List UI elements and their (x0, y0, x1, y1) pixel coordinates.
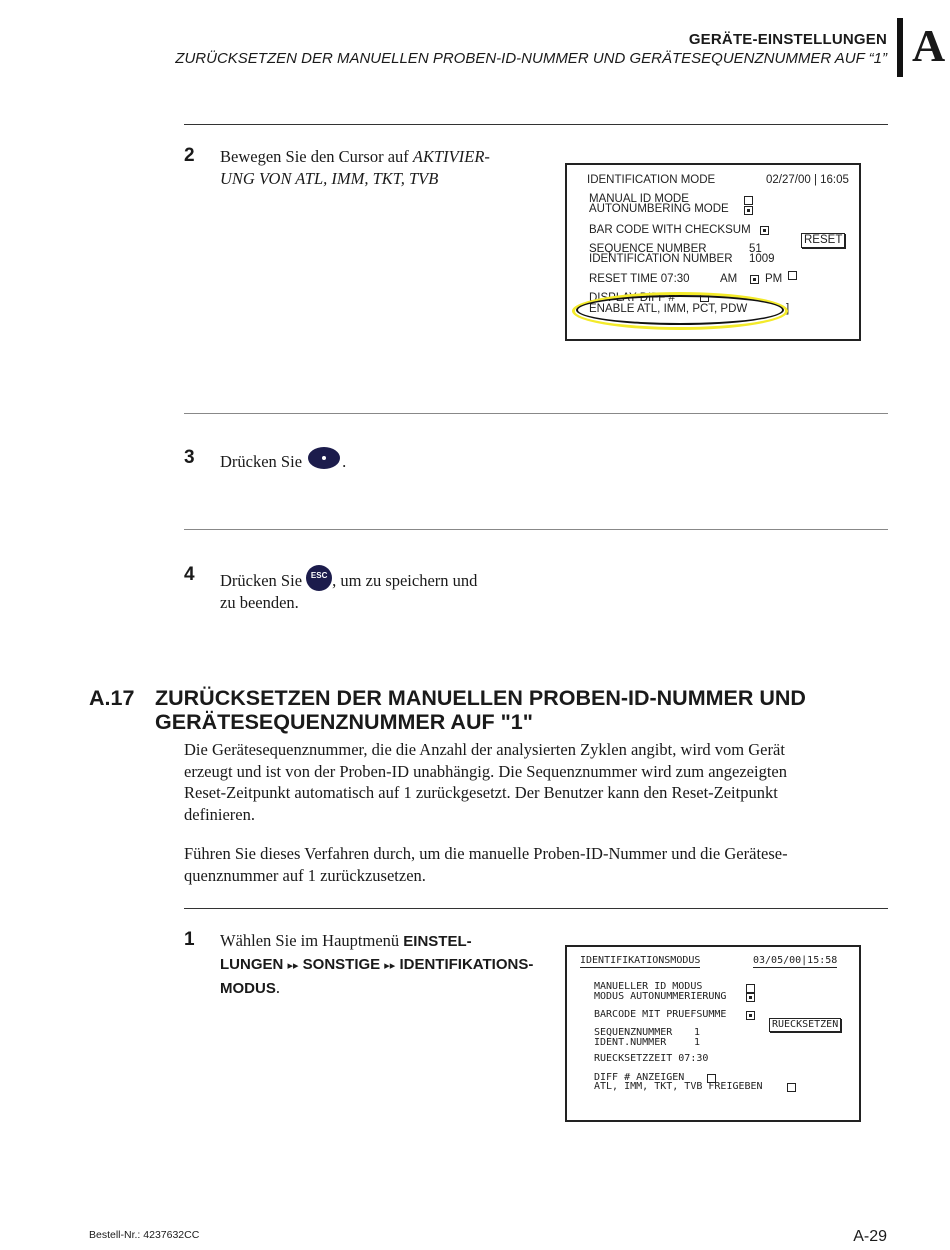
divider (184, 124, 888, 125)
paragraph-line: erzeugt und ist von der Proben-ID unabhängig. Die Sequenznummer wird zum angezeigten (184, 761, 787, 781)
step-text-plain: . (275, 978, 280, 997)
screen-datetime: 03/05/00|15:58 (753, 955, 838, 966)
step-text-plain: Wählen Sie im Hauptmenü (220, 931, 404, 950)
barcode-label: BARCODE MIT PRUEFSUMME (594, 1009, 727, 1020)
step-text-plain: Drücken Sie (220, 452, 303, 471)
highlight-ring-inner (576, 292, 784, 325)
paragraph-line: Reset-Zeitpunkt automatisch auf 1 zurückgesetzt. Der Benutzer kann den Reset-Zeitpunkt (184, 783, 778, 802)
step-text-plain: Bewegen Sie den Cursor auf (220, 147, 413, 166)
bracket: ] (786, 303, 790, 315)
enable-parameters-label: ATL, IMM, TKT, TVB FREIGEBEN (594, 1081, 763, 1092)
step-text-italic: AKTIVIER- (412, 147, 490, 166)
section-paragraph (184, 739, 884, 825)
header-title: GERÄTE-EINSTELLUNGEN (688, 31, 887, 48)
step-number: 4 (184, 564, 195, 585)
enable-parameters-checkbox[interactable] (787, 1083, 796, 1095)
step-text (220, 565, 477, 613)
sequence-number-value: 1 (694, 1027, 701, 1038)
autonumbering-mode-label: AUTONUMBERING MODE (589, 203, 729, 215)
identifikationsmodus-screen (565, 945, 861, 1122)
display-diff-label: DISPLAY DIFF # (589, 292, 675, 304)
pm-label: PM (765, 273, 783, 285)
am-label: AM (720, 273, 738, 285)
manual-id-mode-label: MANUAL ID MODE (589, 193, 689, 205)
diff-display-label: DIFF # ANZEIGEN (594, 1072, 685, 1083)
order-number: Bestell-Nr.: 4237632CC (89, 1229, 200, 1241)
auto-mode-checkbox[interactable] (746, 993, 755, 1005)
step-text-plain: zu beenden. (220, 592, 299, 612)
menu-path-item: LUNGEN (220, 955, 284, 973)
sequence-number-label: SEQUENZNUMMER (594, 1027, 673, 1038)
step-text (220, 930, 533, 1000)
divider (184, 529, 888, 530)
step-text (220, 447, 346, 473)
reset-time-label: RUECKSETZZEIT 07:30 (594, 1053, 709, 1064)
divider (184, 908, 888, 909)
screen-title: IDENTIFICATION MODE (587, 174, 716, 186)
chapter-letter: A (912, 20, 946, 71)
ident-number-value: 1 (694, 1037, 701, 1048)
step-number: 3 (184, 447, 195, 468)
menu-arrow-icon: ▸▸ (384, 959, 396, 972)
section-number: A.17 (89, 686, 135, 710)
paragraph-line: definieren. (184, 804, 256, 824)
identification-number-label: IDENTIFICATION NUMBER (589, 253, 733, 265)
step-text-plain: . (342, 452, 347, 471)
sequence-number-label: SEQUENCE NUMBER (589, 243, 707, 255)
screen-datetime: 02/27/00 | 16:05 (766, 174, 849, 186)
step-text-italic: UNG VON ATL, IMM, TKT, TVB (220, 168, 439, 188)
bar-code-label: BAR CODE WITH CHECKSUM (589, 224, 751, 236)
ident-number-label: IDENT.NUMMER (594, 1037, 667, 1048)
header-subtitle: ZURÜCKSETZEN DER MANUELLEN PROBEN-ID-NUMMER UND GERÄTESEQUENZNUMMER AUF “1” (175, 50, 887, 67)
screen-title: IDENTIFIKATIONSMODUS (580, 955, 701, 966)
manual-id-label: MANUELLER ID MODUS (594, 981, 703, 992)
section-title (155, 686, 806, 734)
pm-checkbox[interactable] (788, 271, 797, 283)
identification-number-value: 1009 (749, 253, 775, 265)
section-title-line: GERÄTESEQUENZNUMMER AUF "1" (155, 710, 533, 734)
ruecksetzen-button[interactable]: RUECKSETZEN (769, 1018, 841, 1032)
barcode-checkbox[interactable] (746, 1011, 755, 1023)
section-title-line: ZURÜCKSETZEN DER MANUELLEN PROBEN-ID-NUMMER UND (155, 686, 806, 710)
menu-path-item: IDENTIFIKATIONS- (399, 955, 534, 973)
identification-mode-screen (565, 163, 861, 341)
reset-time-label: RESET TIME 07:30 (589, 273, 690, 285)
paragraph-line: Führen Sie dieses Verfahren durch, um die manuelle Proben-ID-Nummer und die Gerätese- (184, 844, 788, 863)
step-text-plain: , um zu speichern und (332, 571, 478, 590)
am-checkbox[interactable] (750, 275, 759, 287)
menu-path-item: EINSTEL- (403, 933, 472, 950)
bar-code-checkbox[interactable] (760, 226, 769, 238)
esc-key-icon: ESC (306, 565, 332, 591)
reset-button[interactable]: RESET (801, 233, 845, 248)
auto-mode-label: MODUS AUTONUMMERIERUNG (594, 991, 727, 1002)
menu-path-item: SONSTIGE (302, 955, 381, 973)
header-bar (897, 18, 903, 77)
step-number: 2 (184, 145, 195, 166)
page-number: A-29 (853, 1228, 887, 1245)
paragraph-line: Die Gerätesequenznummer, die die Anzahl der analysierten Zyklen angibt, wird vom Gerät (184, 740, 785, 759)
divider (184, 413, 888, 414)
menu-arrow-icon: ▸▸ (287, 959, 299, 972)
sequence-number-value: 51 (749, 243, 762, 255)
section-paragraph (184, 843, 884, 886)
step-text-plain: Drücken Sie (220, 571, 303, 590)
enable-parameters-label: ENABLE ATL, IMM, PCT, PDW (589, 303, 748, 315)
step-number: 1 (184, 929, 195, 950)
menu-path-item: MODUS (220, 980, 276, 997)
paragraph-line: quenznummer auf 1 zurückzusetzen. (184, 865, 426, 885)
autonumbering-checkbox[interactable] (744, 206, 753, 218)
step-text (220, 146, 490, 189)
dot-key-icon (308, 447, 340, 469)
